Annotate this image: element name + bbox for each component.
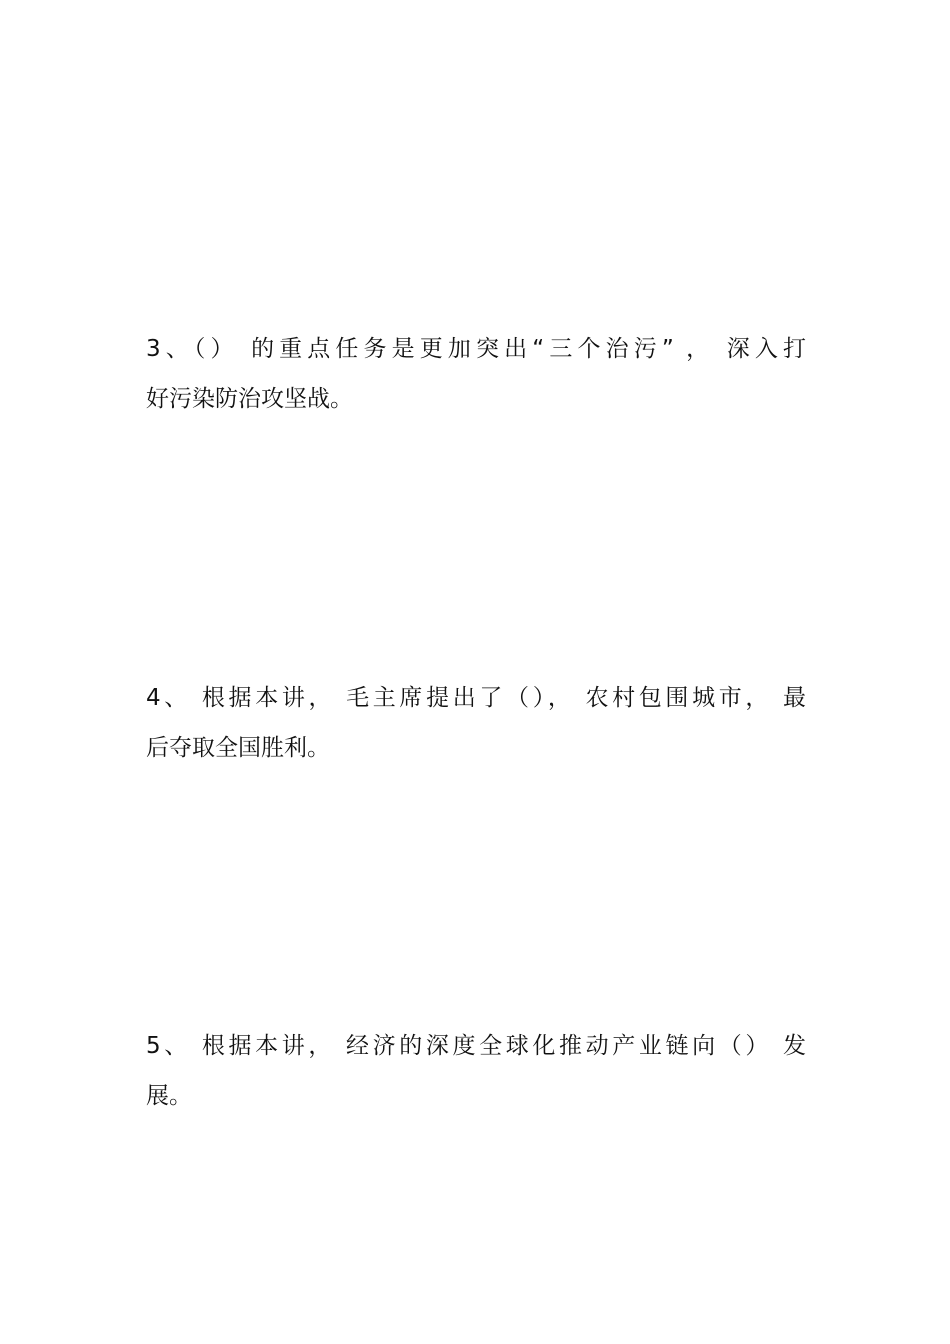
question-text-line: 好污染防治攻坚战。	[146, 386, 353, 412]
option-line	[146, 580, 806, 616]
option-line	[146, 531, 806, 567]
option-line	[146, 182, 806, 218]
option-line	[146, 481, 806, 517]
option-line	[146, 780, 806, 816]
option-line	[146, 829, 806, 865]
question-text-line: 展。	[146, 1083, 192, 1109]
option-line	[146, 929, 806, 965]
question-text-line: 3、（） 的重点任务是更加突出“三个治污” ， 深入打	[146, 336, 806, 362]
option-line	[146, 132, 806, 168]
answer-line	[146, 979, 806, 1015]
question-text-line: 后夺取全国胜利。	[146, 735, 330, 761]
answer-line	[146, 630, 806, 666]
option-line	[146, 879, 806, 915]
option-line	[146, 431, 806, 467]
question-text-line: 4、 根据本讲， 毛主席提出了（）， 农村包围城市， 最	[146, 685, 806, 711]
option-line	[146, 1178, 806, 1214]
option-line	[146, 232, 806, 268]
question-text-line: 5、 根据本讲， 经济的深度全球化推动产业链向（） 发	[146, 1033, 806, 1059]
option-line	[146, 1128, 806, 1164]
answer-line	[146, 281, 806, 317]
